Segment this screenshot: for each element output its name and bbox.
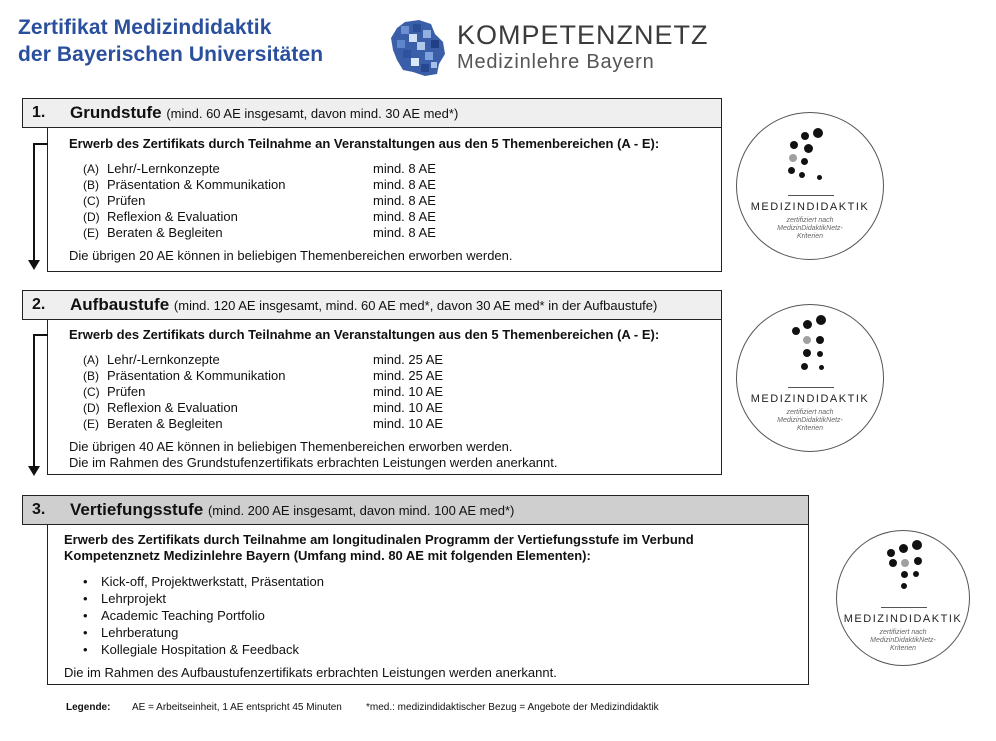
level-subtitle: (mind. 60 AE insgesamt, davon mind. 30 AE med*) — [166, 106, 459, 121]
level-3-header — [22, 495, 809, 525]
certification-seal — [836, 530, 970, 666]
title-line-2: der Bayerischen Universitäten — [18, 43, 324, 66]
level-note: Die übrigen 20 AE können in beliebigen Themenbereichen erworben werden. — [69, 248, 513, 263]
legend-ae: AE = Arbeitseinheit, 1 AE entspricht 45 Minuten — [132, 702, 342, 713]
level-2-box — [47, 319, 722, 475]
arrow-head-icon — [28, 466, 40, 476]
seal-subtitle: zertifiziert nach MedizinDidaktikNetz- Kriterien — [777, 217, 843, 240]
seal-subtitle: zertifiziert nach MedizinDidaktikNetz- Kriterien — [870, 629, 936, 652]
level-note: Die im Rahmen des Aufbaustufenzertifikats erbrachten Leistungen werden anerkannt. — [64, 665, 557, 680]
flow-arrow — [33, 334, 48, 336]
list-item: • Academic Teaching Portfolio — [101, 607, 324, 624]
level-1-box — [47, 127, 722, 272]
topic-list — [83, 161, 703, 241]
arrow-head-icon — [28, 260, 40, 270]
level-note: Die übrigen 40 AE können in beliebigen Themenbereichen erworben werden. — [69, 439, 513, 454]
list-item: • Lehrprojekt — [101, 590, 324, 607]
list-item: • Kick-off, Projektwerkstatt, Präsentation — [101, 573, 324, 590]
legend-med: *med.: medizindidaktischer Bezug = Angebote der Medizindidaktik — [366, 702, 659, 713]
legend-label: Legende: — [66, 702, 111, 713]
list-item: (D) Reflexion & Evaluation mind. 8 AE — [83, 209, 436, 224]
list-item: • Kollegiale Hospitation & Feedback — [101, 641, 324, 658]
level-name: Grundstufe (mind. 60 AE insgesamt, davon mind. 30 AE med*) — [70, 103, 459, 122]
level-intro: Erwerb des Zertifikats durch Teilnahme an Veranstaltungen aus den 5 Themenbereichen (A - E): — [69, 136, 660, 151]
list-item: (E) Beraten & Begleiten mind. 10 AE — [83, 416, 444, 431]
level-subtitle: (mind. 200 AE insgesamt, davon mind. 100 AE med*) — [207, 503, 515, 518]
certification-seal — [736, 304, 884, 452]
flow-arrow — [33, 143, 48, 145]
flow-arrow — [33, 334, 35, 467]
logo-subtitle: Medizinlehre Bayern — [457, 51, 655, 73]
list-item: (B) Präsentation & Kommunikation mind. 25 AE — [83, 368, 444, 383]
level-3-box — [47, 524, 809, 685]
certification-seal — [736, 112, 884, 260]
level-2-header — [22, 290, 722, 320]
list-item: (D) Reflexion & Evaluation mind. 10 AE — [83, 400, 444, 415]
list-item: (C) Prüfen mind. 10 AE — [83, 384, 444, 399]
flow-arrow — [33, 143, 35, 261]
seal-title: MEDIZINDIDAKTIK — [750, 201, 870, 213]
level-intro: Kompetenznetz Medizinlehre Bayern (Umfang mind. 80 AE mit folgenden Elementen): — [64, 548, 591, 563]
level-name: Vertiefungsstufe (mind. 200 AE insgesamt, davon mind. 100 AE med*) — [70, 500, 515, 519]
level-name: Aufbaustufe (mind. 120 AE insgesamt, mind. 60 AE med*, davon 30 AE med* in der Aufbaustufe) — [70, 295, 658, 314]
level-intro: Erwerb des Zertifikats durch Teilnahme an Veranstaltungen aus den 5 Themenbereichen (A - E): — [69, 327, 660, 342]
list-item: (A) Lehr/-Lernkonzepte mind. 25 AE — [83, 352, 444, 367]
list-item: (C) Prüfen mind. 8 AE — [83, 193, 436, 208]
level-subtitle: (mind. 120 AE insgesamt, mind. 60 AE med*, davon 30 AE med* in der Aufbaustufe) — [173, 298, 658, 313]
topic-list — [83, 352, 703, 432]
level-number: 2. — [32, 296, 46, 313]
level-number: 3. — [32, 501, 46, 518]
bavaria-map-icon — [391, 20, 445, 76]
list-item: • Lehrberatung — [101, 624, 324, 641]
seal-title: MEDIZINDIDAKTIK — [750, 393, 870, 405]
level-number: 1. — [32, 104, 46, 121]
list-item: (B) Präsentation & Kommunikation mind. 8 AE — [83, 177, 436, 192]
level-1-header — [22, 98, 722, 128]
element-list — [101, 573, 324, 658]
logo-title: KOMPETENZNETZ — [457, 20, 709, 50]
seal-title: MEDIZINDIDAKTIK — [843, 613, 963, 625]
seal-subtitle: zertifiziert nach MedizinDidaktikNetz- Kriterien — [777, 409, 843, 432]
title-line-1: Zertifikat Medizindidaktik — [18, 16, 272, 39]
level-intro: Erwerb des Zertifikats durch Teilnahme am longitudinalen Programm der Vertiefungsstufe im Verbund — [64, 532, 694, 547]
level-note: Die im Rahmen des Grundstufenzertifikats erbrachten Leistungen werden anerkannt. — [69, 455, 558, 470]
list-item: (A) Lehr/-Lernkonzepte mind. 8 AE — [83, 161, 436, 176]
document-title — [18, 14, 323, 68]
list-item: (E) Beraten & Begleiten mind. 8 AE — [83, 225, 436, 240]
